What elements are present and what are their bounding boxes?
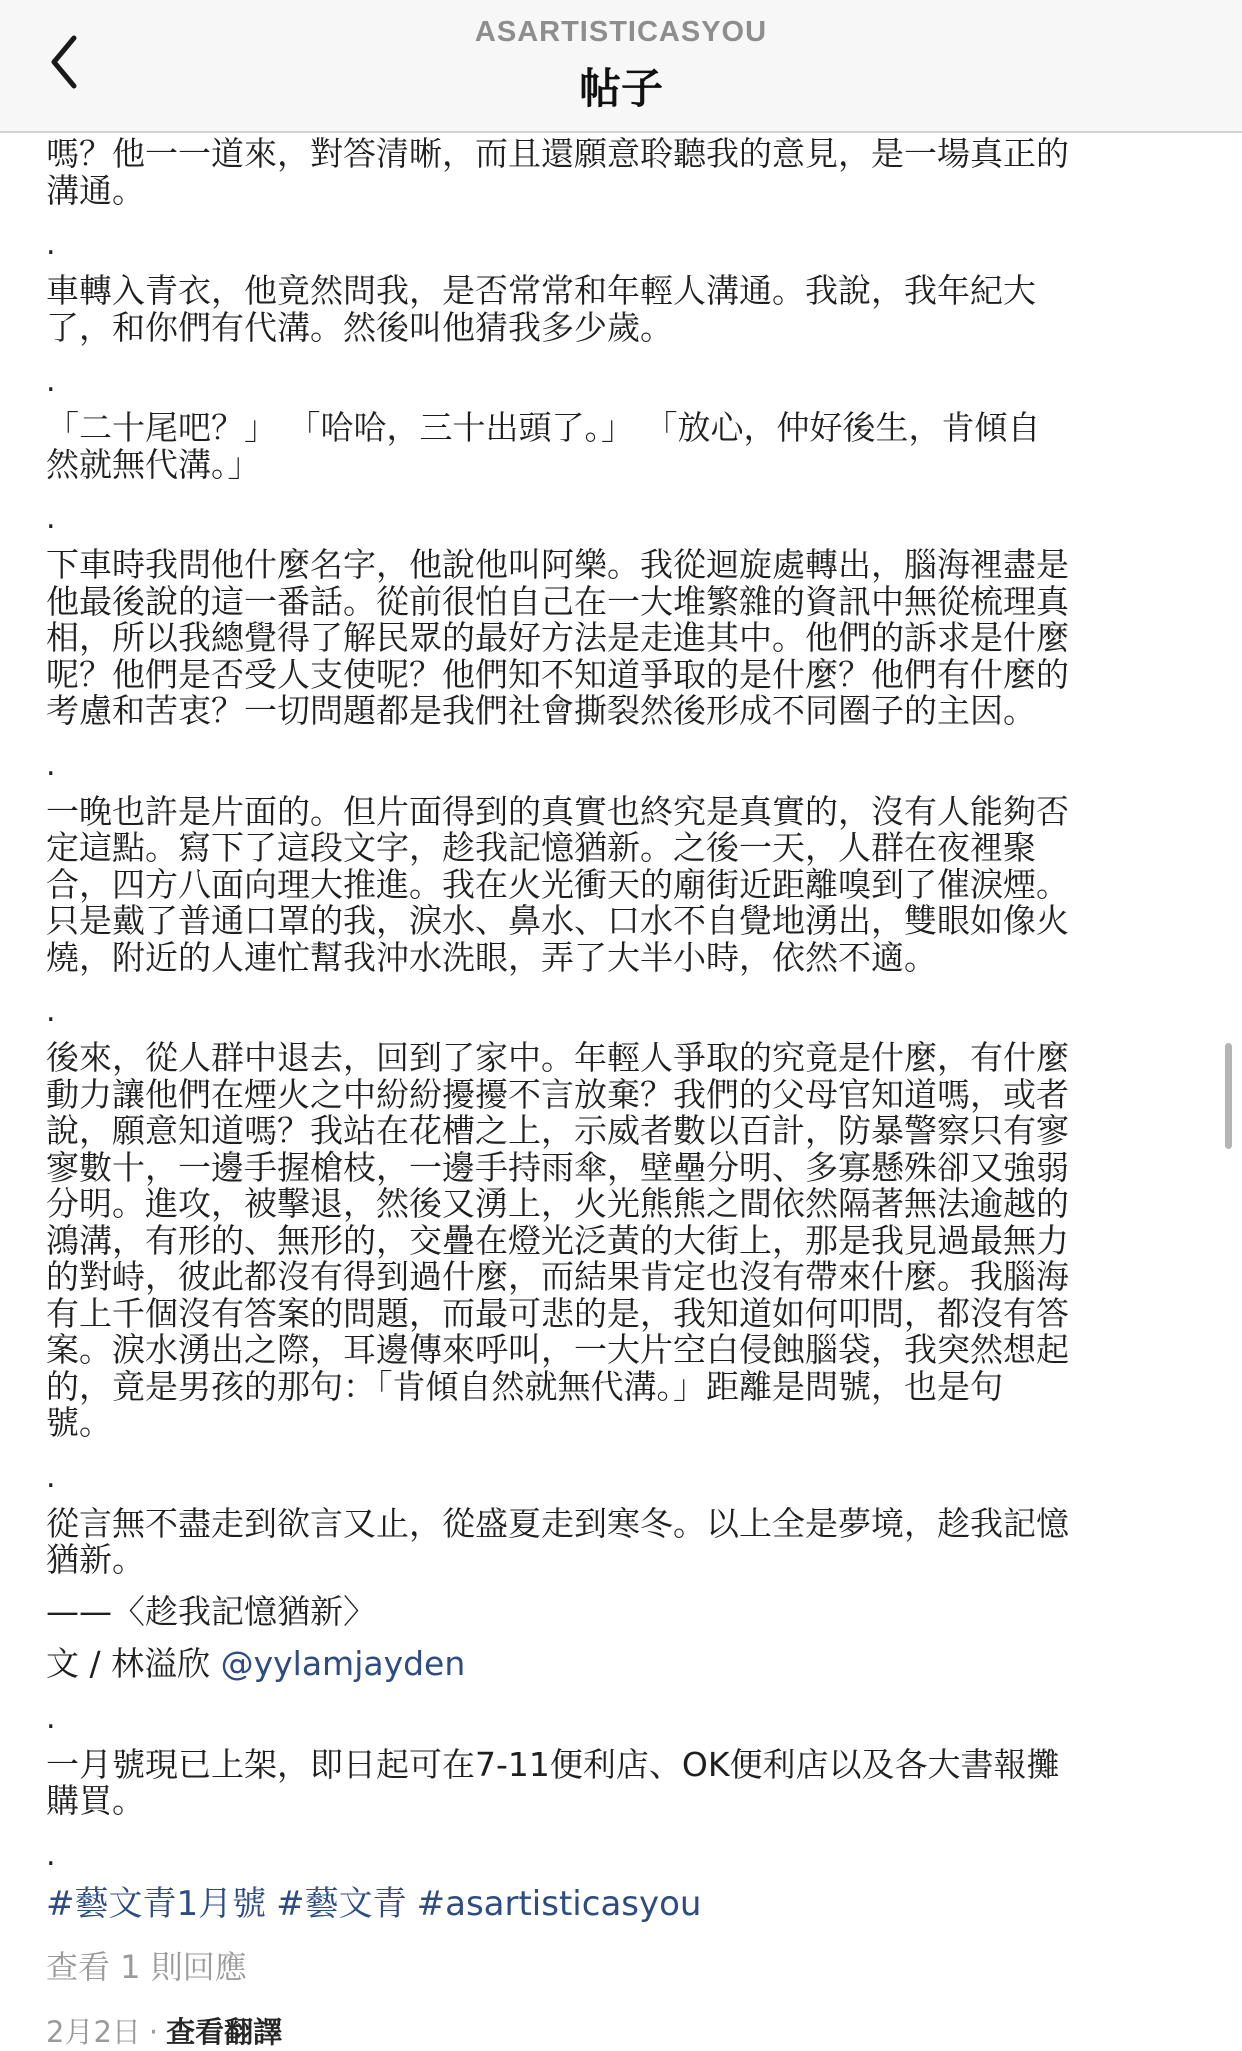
meta-separator: · (148, 2014, 159, 2049)
caption-paragraph: 後來，從人群中退去，回到了家中。年輕人爭取的究竟是什麼，有什麼 動力讓他們在煙火之中紛紛擾擾不言放棄？我們的父母官知道嗎，或者 說，願意知道嗎？我站在花槽之上，示威者數以百計，防暴警察只有寥 寥數十，一邊手握槍枝，一邊手持雨傘，壁壘分明、多寡懸殊卻又強弱 分明。進攻，被擊退，然後又湧上，火光熊熊之間依然隔著無法逾越的 鴻溝，有形的、無形的，交疊在燈光泛黃的大街上，那是我見過最無力 的對峙，彼此都沒有得到過什麼，而結果肯定也沒有帶來什麼。我腦海 有上千個沒有答案的問題，而最可悲的是，我知道如何叩問，都沒有答 案。淚水湧出之際，耳邊傳來呼叫，一大片空白侵蝕腦袋，我突然想起 的，竟是男孩的那句：「肯傾自然就無代溝。」距離是問號，也是句 號。 (46, 1038, 1069, 1442)
caption-paragraph: 車轉入青衣，他竟然問我，是否常常和年輕人溝通。我說，我年紀大 了，和你們有代溝。然後叫他猜我多少歲。 (46, 271, 1036, 347)
hashtag-list (46, 1884, 1196, 1924)
paragraph-separator: . (46, 1459, 56, 1495)
account-username[interactable]: ASARTISTICASYOU (474, 16, 768, 48)
paragraph-separator: . (46, 1837, 56, 1873)
top-nav-bar (0, 0, 1242, 133)
paragraph-separator: . (46, 994, 56, 1029)
caption-paragraph: 嗎？他一一道來，對答清晰，而且還願意聆聽我的意見，是一場真正的 溝通。 (46, 134, 1069, 210)
see-translation-link[interactable]: 查看翻譯 (166, 2014, 283, 2049)
paragraph-separator: . (46, 227, 56, 262)
view-replies-link[interactable]: 查看 1 則回應 (46, 1947, 247, 1986)
paragraph-separator: . (46, 501, 56, 536)
hashtag-link[interactable]: #asartisticasyou (416, 1883, 702, 1924)
author-mention-link[interactable]: @yylamjayden (220, 1643, 466, 1683)
caption-paragraph: 下車時我問他什麼名字，他說他叫阿樂。我從迴旋處轉出，腦海裡盡是 他最後說的這一番話。從前很怕自己在一大堆繁雜的資訊中無從梳理真 相，所以我總覺得了解民眾的最好方法是走進其中。他們的訴求是什麼 呢？他們是否受人支使呢？他們知不知道爭取的是什麼？他們有什麼的 考慮和苦衷？一切問題都是我們社會撕裂然後形成不同圈子的主因。 (46, 545, 1069, 730)
paragraph-separator: . (46, 747, 56, 783)
author-prefix: 文 / 林溢欣 (46, 1643, 221, 1683)
paragraph-separator: . (46, 364, 56, 399)
author-credit (46, 1645, 1196, 1683)
caption-paragraph: 一晚也許是片面的。但片面得到的真實也終究是真實的，沒有人能夠否 定這點。寫下了這段文字，趁我記憶猶新。之後一天，人群在夜裡聚 合，四方八面向理大推進。我在火光衝天的廟街近距離嗅到了催淚煙。 只是戴了普通口罩的我，淚水、鼻水、口水不自覺地湧出，雙眼如像火 燒，附近的人連忙幫我沖水洗眼，弄了大半小時，依然不適。 (46, 791, 1069, 977)
paragraph-separator: . (46, 1700, 56, 1736)
page-title: 帖子 (578, 64, 663, 113)
caption-paragraph: 「二十尾吧？」 「哈哈，三十出頭了。」 「放心，仲好後生，肯傾自 然就無代溝。」 (46, 408, 1041, 484)
caption-paragraph: 從言無不盡走到欲言又止，從盛夏走到寒冬。以上全是夢境，趁我記憶 猶新。 (46, 1503, 1069, 1579)
post-caption (46, 136, 1196, 2051)
scrollbar-thumb[interactable] (1225, 1043, 1232, 1149)
essay-title: ——〈趁我記憶猶新〉 (46, 1591, 376, 1631)
post-meta (46, 2010, 1196, 2051)
caption-paragraph: 一月號現已上架，即日起可在7-11便利店、OK便利店以及各大書報攤 購買。 (46, 1744, 1060, 1820)
hashtag-link[interactable]: #藝文青1月號 (46, 1883, 267, 1924)
hashtag-link[interactable]: #藝文青 (276, 1883, 407, 1924)
post-date: 2月2日 (46, 2014, 141, 2049)
